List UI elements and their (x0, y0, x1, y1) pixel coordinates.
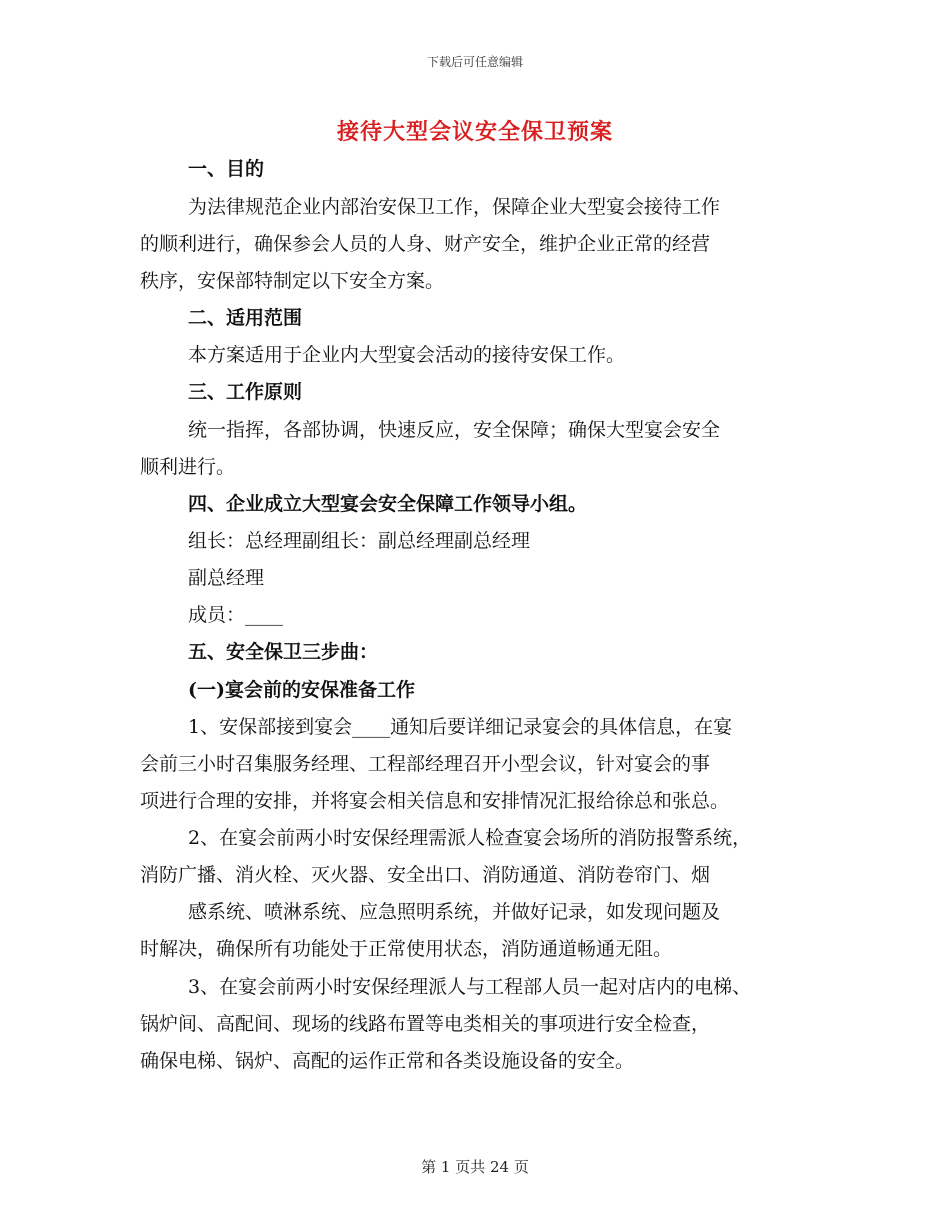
paragraph-line: 会前三小时召集服务经理、工程部经理召开小型会议，针对宴会的事 (140, 753, 711, 775)
paragraph-line: 组长：总经理副组长：副总经理副总经理 (188, 530, 531, 552)
page-header: 下载后可任意编辑 (426, 55, 523, 69)
paragraph-line: 的顺利进行，确保参会人员的人身、财产安全，维护企业正常的经营 (140, 233, 711, 255)
section-heading-purpose: 一、目的 (188, 158, 265, 180)
subsection-heading: (一)宴会前的安保准备工作 (188, 679, 415, 701)
paragraph-line: 时解决，确保所有功能处于正常使用状态，消防通道畅通无阻。 (140, 938, 673, 960)
paragraph-line: 3、在宴会前两小时安保经理派人与工程部人员一起对店内的电梯、 (188, 976, 752, 998)
paragraph-line: 1、安保部接到宴会____通知后要详细记录宴会的具体信息，在宴 (188, 716, 733, 738)
section-heading-leadership: 四、企业成立大型宴会安全保障工作领导小组。 (188, 493, 588, 515)
paragraph-line: 为法律规范企业内部治安保卫工作，保障企业大型宴会接待工作 (188, 196, 721, 218)
page-number: 第 1 页共 24 页 (421, 1158, 529, 1176)
paragraph-line: 顺利进行。 (140, 456, 236, 478)
paragraph-line: 秩序，安保部特制定以下安全方案。 (140, 270, 445, 292)
section-heading-scope: 二、适用范围 (188, 307, 303, 329)
paragraph-line: 统一指挥，各部协调，快速反应，安全保障；确保大型宴会安全 (188, 419, 721, 441)
paragraph-line: 确保电梯、锅炉、高配的运作正常和各类设施设备的安全。 (140, 1050, 635, 1072)
paragraph-line: 成员：____ (188, 604, 284, 626)
section-heading-principles: 三、工作原则 (188, 381, 303, 403)
paragraph-line: 感系统、喷淋系统、应急照明系统，并做好记录，如发现问题及 (188, 901, 721, 923)
document-title: 接待大型会议安全保卫预案 (336, 119, 613, 145)
paragraph-line: 锅炉间、高配间、现场的线路布置等电类相关的事项进行安全检查， (140, 1013, 711, 1035)
paragraph-line: 2、在宴会前两小时安保经理需派人检查宴会场所的消防报警系统， (188, 827, 752, 849)
paragraph-line: 项进行合理的安排，并将宴会相关信息和安排情况汇报给徐总和张总。 (140, 790, 730, 812)
paragraph-line: 本方案适用于企业内大型宴会活动的接待安保工作。 (188, 344, 626, 366)
section-heading-steps: 五、安全保卫三步曲： (188, 641, 379, 663)
paragraph-line: 消防广播、消火栓、灭火器、安全出口、消防通道、消防卷帘门、烟 (140, 864, 711, 886)
paragraph-line: 副总经理 (188, 567, 265, 589)
